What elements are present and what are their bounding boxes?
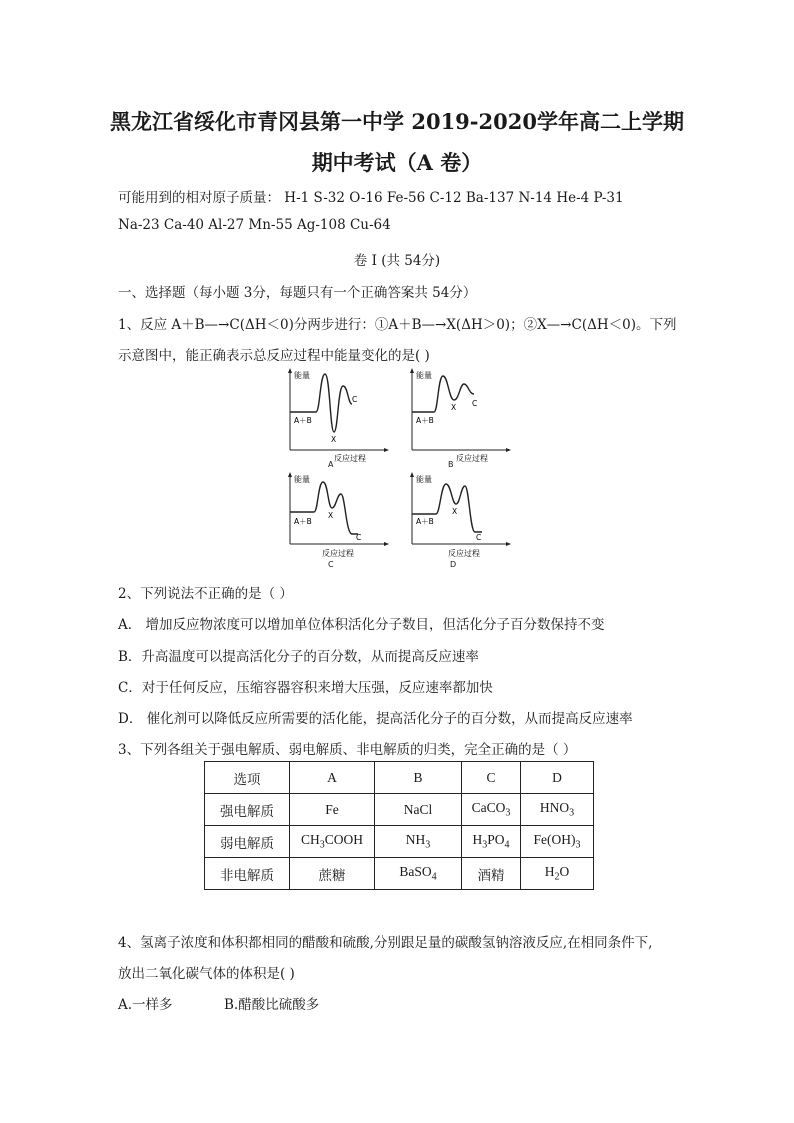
- row-label: 弱电解质: [205, 826, 290, 858]
- table-cell: Fe: [290, 794, 375, 826]
- product-label: C: [356, 533, 362, 542]
- intermediate-label: X: [328, 511, 334, 520]
- energy-diagram-a: [282, 368, 392, 472]
- axis-y-label: 能量: [294, 475, 310, 484]
- table-cell: $CH_3COOH$: [290, 826, 375, 858]
- q4-option-b: B.醋酸比硫酸多: [224, 997, 320, 1013]
- volume-heading: 卷 I (共 54分): [353, 253, 441, 269]
- exam-title-line1: 黑龙江省绥化市青冈县第一中学 2019-2020学年高二上学期: [110, 109, 684, 134]
- table-cell: 酒精: [462, 858, 521, 890]
- reactants-label: A＋B: [416, 416, 434, 425]
- q1-stem-line1: 1、反应 A＋B—→C(ΔH＜0)分两步进行：①A＋B—→X(ΔH＞0)；②X—→C(ΔH＜0)。下列: [118, 317, 677, 333]
- reactants-label: A＋B: [294, 517, 312, 526]
- table-cell: $NH_3$: [375, 826, 462, 858]
- q2-option-b: B．升高温度可以提高活化分子的百分数，从而提高反应速率: [118, 649, 479, 665]
- q4-option-a: A.一样多: [118, 997, 173, 1013]
- header-cell: B: [375, 762, 462, 794]
- section1-heading: 一、选择题（每小题 3分，每题只有一个正确答案共 54分）: [118, 285, 477, 301]
- axis-y-label: 能量: [294, 371, 310, 380]
- product-label: C: [352, 395, 358, 404]
- energy-diagram-d: [404, 472, 514, 576]
- energy-diagram-c: [282, 472, 392, 576]
- table-cell: NaCl: [375, 794, 462, 826]
- option-d-label: D: [450, 560, 457, 569]
- product-label: C: [472, 399, 478, 408]
- atomic-masses-line2: Na-23 Ca-40 Al-27 Mn-55 Ag-108 Cu-64: [118, 217, 391, 233]
- option-a-label: A: [328, 460, 334, 469]
- axis-y-label: 能量: [416, 371, 432, 380]
- option-c-label: C: [328, 560, 334, 569]
- intermediate-label: X: [331, 435, 337, 444]
- reactants-label: A＋B: [294, 416, 312, 425]
- header-cell: C: [462, 762, 521, 794]
- axis-x-label: 反应过程: [456, 454, 488, 463]
- intermediate-label: X: [452, 507, 458, 516]
- q3-stem: 3、下列各组关于强电解质、弱电解质、非电解质的归类，完全正确的是（ ）: [118, 742, 577, 758]
- electrolyte-table: [204, 761, 594, 890]
- q2-stem: 2、下列说法不正确的是（ ）: [118, 586, 293, 602]
- table-cell: $Fe(OH)_3$: [521, 826, 594, 858]
- table-cell: 蔗糖: [290, 858, 375, 890]
- header-cell: 选项: [205, 762, 290, 794]
- table-cell: $H_3PO_4$: [462, 826, 521, 858]
- q2-option-a: A． 增加反应物浓度可以增加单位体积活化分子数目，但活化分子百分数保持不变: [118, 617, 605, 633]
- intermediate-label: X: [451, 403, 457, 412]
- table-cell: $HNO_3$: [521, 794, 594, 826]
- table-row: [205, 826, 594, 858]
- table-row: [205, 858, 594, 890]
- table-cell: BaSO$_4$: [375, 858, 462, 890]
- header-cell: D: [521, 762, 594, 794]
- atomic-masses-line1: 可能用到的相对原子质量： H-1 S-32 O-16 Fe-56 C-12 Ba-137 N-14 He-4 P-31: [118, 190, 624, 206]
- axis-x-label: 反应过程: [322, 549, 354, 558]
- product-label: C: [476, 533, 482, 542]
- header-cell: A: [290, 762, 375, 794]
- q4-stem-line2: 放出二氧化碳气体的体积是( ): [118, 966, 295, 982]
- reactants-label: A＋B: [416, 517, 434, 526]
- table-cell: $H_2O$: [521, 858, 594, 890]
- q4-stem-line1: 4、氢离子浓度和体积都相同的醋酸和硫酸,分别跟足量的碳酸氢钠溶液反应,在相同条件下,: [118, 935, 653, 951]
- option-b-label: B: [448, 460, 454, 469]
- axis-x-label: 反应过程: [448, 549, 480, 558]
- q2-option-c: C．对于任何反应，压缩容器容积来增大压强，反应速率都加快: [118, 680, 493, 696]
- energy-diagram-b: [404, 368, 514, 472]
- table-header-row: [205, 762, 594, 794]
- q2-option-d: D． 催化剂可以降低反应所需要的活化能，提高活化分子的百分数，从而提高反应速率: [118, 711, 633, 727]
- axis-x-label: 反应过程: [334, 454, 366, 463]
- exam-title-line2: 期中考试（A 卷）: [311, 150, 483, 175]
- row-label: 非电解质: [205, 858, 290, 890]
- table-cell: CaCO$_3$: [462, 794, 521, 826]
- row-label: 强电解质: [205, 794, 290, 826]
- table-row: [205, 794, 594, 826]
- q1-stem-line2: 示意图中，能正确表示总反应过程中能量变化的是( ): [118, 348, 430, 364]
- axis-y-label: 能量: [416, 475, 432, 484]
